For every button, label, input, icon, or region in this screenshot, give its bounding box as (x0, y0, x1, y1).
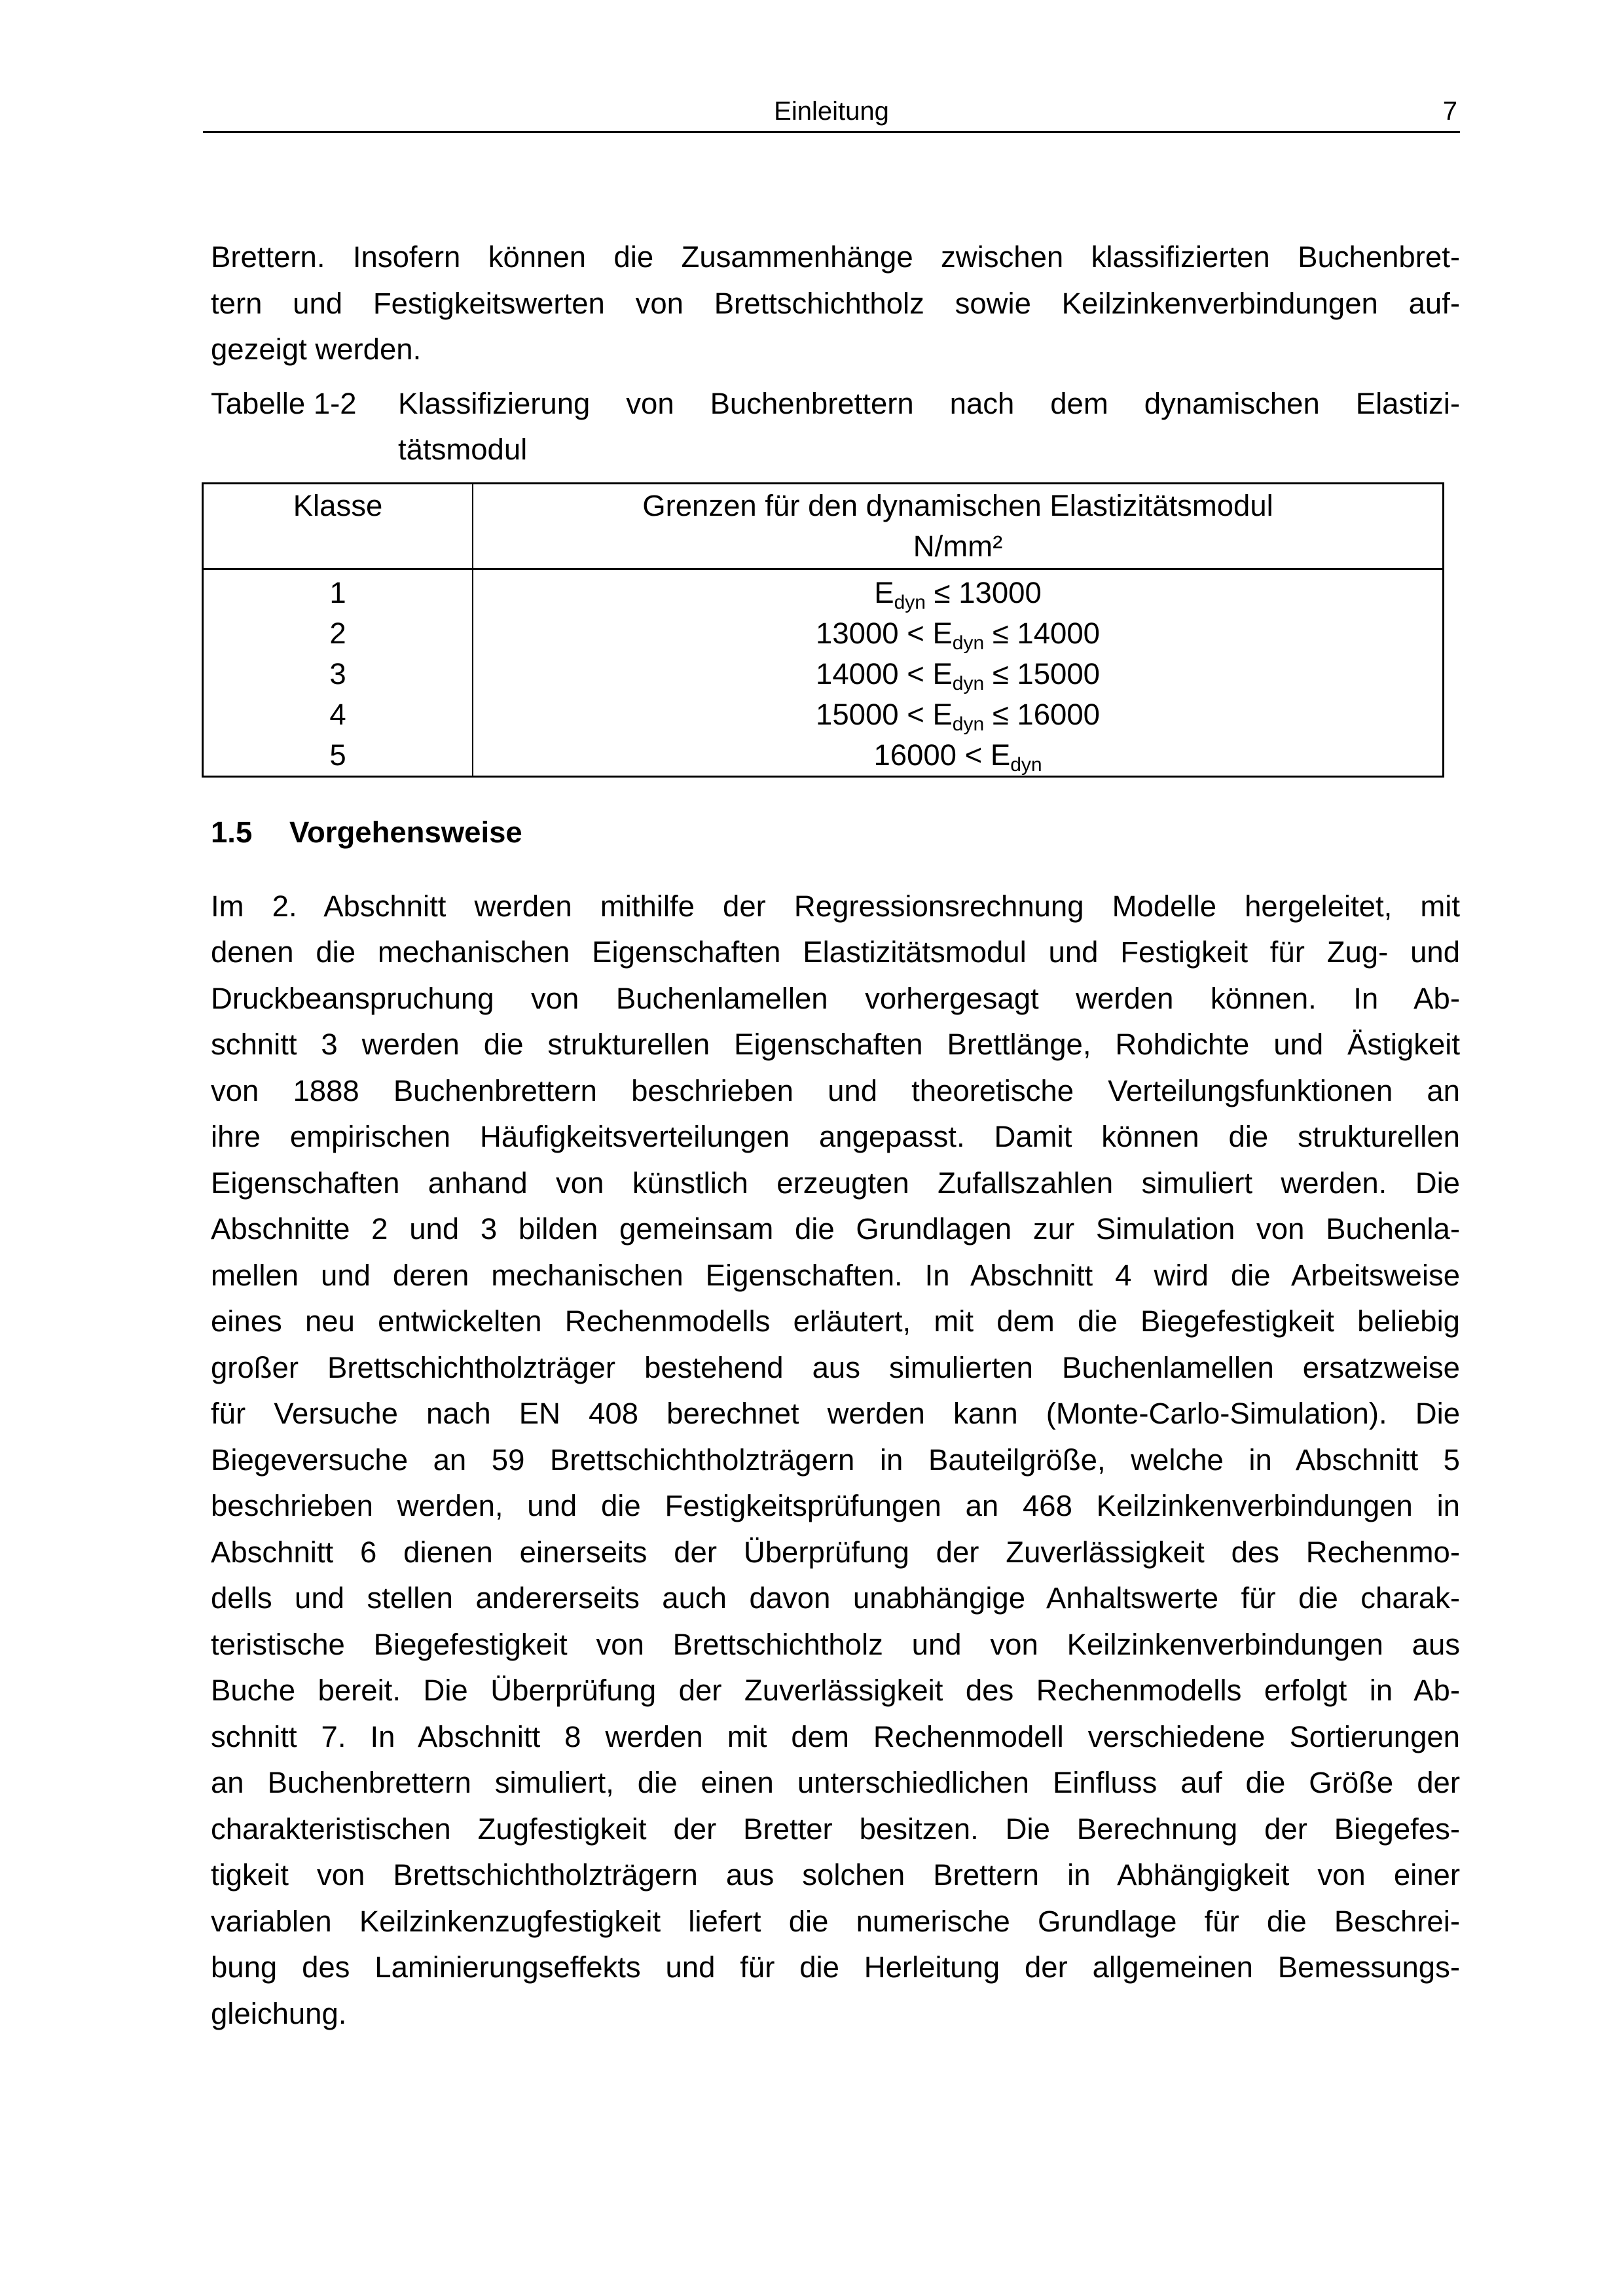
column-header-grenzen (473, 483, 1444, 569)
text-line: für Versuche nach EN 408 berechnet werden kann (Monte-Carlo-Simulation). Die (211, 1397, 1460, 1430)
table-row (203, 694, 1444, 735)
column-header-grenzen-unit: N/mm² (913, 529, 1003, 563)
running-title: Einleitung (774, 97, 889, 126)
text-line: an Buchenbrettern simuliert, die einen unterschiedlichen Einfluss auf die Größe der (211, 1766, 1460, 1799)
intro-paragraph (211, 234, 1460, 373)
text-line: ihre empirischen Häufigkeitsverteilungen angepasst. Damit können die strukturellen (211, 1120, 1460, 1153)
table-header-row (203, 483, 1444, 569)
text-line: Im 2. Abschnitt werden mithilfe der Regressionsrechnung Modelle hergeleitet, mit (211, 889, 1460, 923)
text-line: eines neu entwickelten Rechenmodells erläutert, mit dem die Biegefestigkeit beliebig (211, 1304, 1460, 1338)
section-heading (211, 813, 1460, 852)
text-line: teristische Biegefestigkeit von Brettschichtholz und von Keilzinkenverbindungen aus (211, 1627, 1460, 1661)
cell-klasse: 1 (203, 569, 473, 613)
text-line: großer Brettschichtholzträger bestehend aus simulierten Buchenlamellen ersatzweise (211, 1350, 1460, 1384)
cell-klasse: 3 (203, 654, 473, 694)
classification-table (202, 482, 1444, 778)
cell-grenzen: $E_{dyn} \le 13000$ (874, 575, 1042, 613)
text-line: gezeigt werden. (211, 332, 422, 366)
text-line: denen die mechanischen Eigenschaften Elastizitätsmodul und Festigkeit für Zug- und (211, 935, 1460, 969)
body-paragraph (211, 884, 1460, 2037)
cell-klasse: 5 (203, 735, 473, 777)
column-header-grenzen-title: Grenzen für den dynamischen Elastizitätsmodul (642, 488, 1273, 522)
page-number: 7 (1442, 97, 1457, 126)
text-line: tätsmodul (398, 433, 528, 466)
table-row (203, 654, 1444, 694)
section-title: Vorgehensweise (289, 815, 522, 849)
text-line: dells und stellen andererseits auch davon unabhängige Anhaltswerte für die charak- (211, 1581, 1460, 1615)
text-line: mellen und deren mechanischen Eigenschaften. In Abschnitt 4 wird die Arbeitsweise (211, 1258, 1460, 1292)
text-line: tern und Festigkeitswerten von Brettschichtholz sowie Keilzinkenverbindungen auf- (211, 286, 1460, 320)
text-line: Klassifizierung von Buchenbrettern nach dem dynamischen Elastizi- (398, 386, 1460, 420)
table-row (203, 613, 1444, 654)
text-line: Eigenschaften anhand von künstlich erzeugten Zufallszahlen simuliert werden. Die (211, 1166, 1460, 1200)
table-caption-text (398, 381, 1460, 473)
cell-grenzen: $13000 < E_{dyn} \le 14000$ (816, 616, 1100, 654)
page-header (203, 92, 1460, 133)
text-line: gleichung. (211, 1996, 347, 2030)
cell-grenzen: $15000 < E_{dyn} \le 16000$ (816, 697, 1100, 735)
cell-klasse: 4 (203, 694, 473, 735)
text-line: variablen Keilzinkenzugfestigkeit liefert die numerische Grundlage für die Beschrei- (211, 1904, 1460, 1938)
section-number: 1.5 (211, 815, 253, 849)
column-header-klasse: Klasse (203, 483, 473, 569)
text-line: Biegeversuche an 59 Brettschichtholzträgern in Bauteilgröße, welche in Abschnitt 5 (211, 1443, 1460, 1477)
text-line: Abschnitt 6 dienen einerseits der Überprüfung der Zuverlässigkeit des Rechenmo- (211, 1535, 1460, 1569)
text-line: Abschnitte 2 und 3 bilden gemeinsam die Grundlagen zur Simulation von Buchenla- (211, 1212, 1460, 1246)
table-row (203, 735, 1444, 777)
cell-grenzen: $14000 < E_{dyn} \le 15000$ (816, 656, 1100, 694)
cell-grenzen: $16000 < E_{dyn}$ (873, 738, 1042, 776)
text-line: schnitt 3 werden die strukturellen Eigenschaften Brettlänge, Rohdichte und Ästigkeit (211, 1028, 1460, 1061)
page-content (211, 234, 1460, 2037)
cell-klasse: 2 (203, 613, 473, 654)
text-line: bung des Laminierungseffekts und für die Herleitung der allgemeinen Bemessungs- (211, 1950, 1460, 1984)
text-line: tigkeit von Brettschichtholzträgern aus solchen Brettern in Abhängigkeit von einer (211, 1858, 1460, 1892)
text-line: Druckbeanspruchung von Buchenlamellen vorhergesagt werden können. In Ab- (211, 981, 1460, 1015)
text-line: Buche bereit. Die Überprüfung der Zuverlässigkeit des Rechenmodells erfolgt in Ab- (211, 1674, 1460, 1707)
text-line: schnitt 7. In Abschnitt 8 werden mit dem Rechenmodell verschiedene Sortierungen (211, 1719, 1460, 1753)
text-line: Brettern. Insofern können die Zusammenhänge zwischen klassifizierten Buchenbret- (211, 240, 1460, 274)
text-line: charakteristischen Zugfestigkeit der Bretter besitzen. Die Berechnung der Biegefes- (211, 1812, 1460, 1846)
table-row (203, 569, 1444, 613)
table-caption-label: Tabelle 1-2 (211, 386, 357, 420)
text-line: von 1888 Buchenbrettern beschrieben und theoretische Verteilungsfunktionen an (211, 1073, 1460, 1107)
table-caption (211, 381, 1460, 473)
text-line: beschrieben werden, und die Festigkeitsprüfungen an 468 Keilzinkenverbindungen in (211, 1489, 1460, 1522)
